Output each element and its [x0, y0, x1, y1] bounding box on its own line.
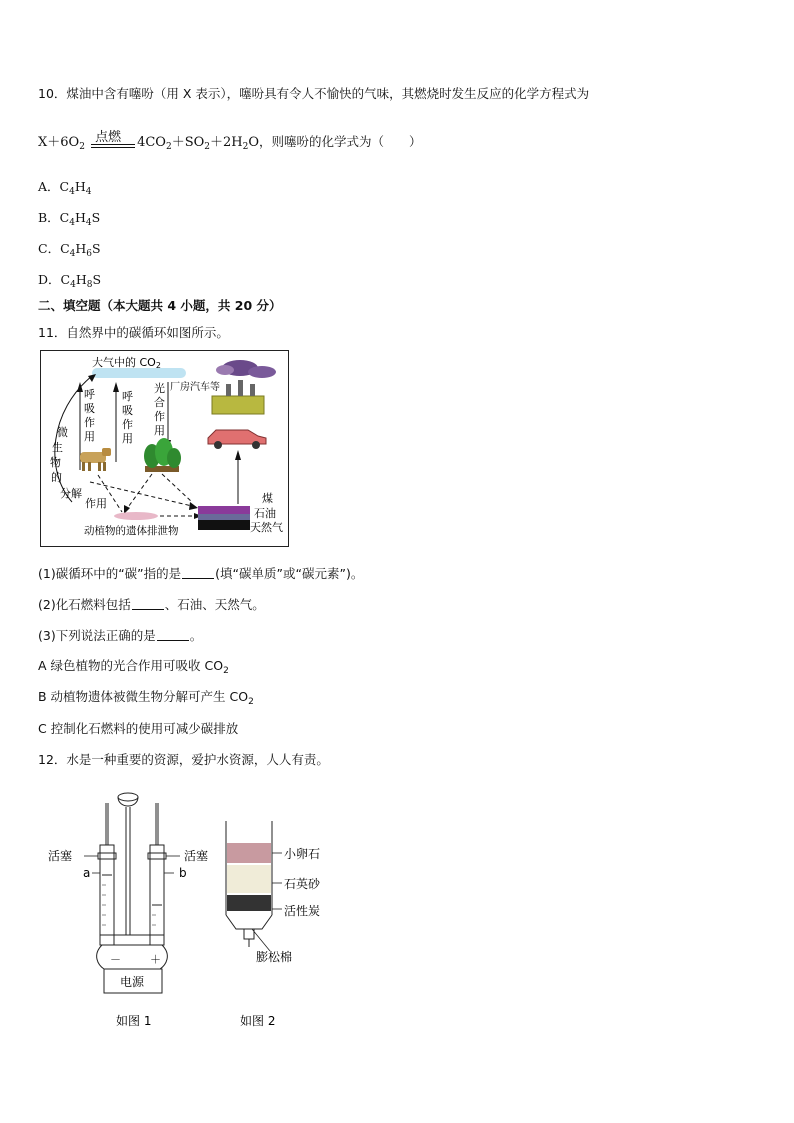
stopcock-right-label: 活塞	[184, 849, 209, 863]
q11-option-c[interactable]: C 控制化石燃料的使用可减少碳排放	[38, 721, 239, 736]
electrolysis-filter-figures	[40, 785, 340, 1035]
q11-part1: (1)碳循环中的“碳”指的是 (填“碳单质”或“碳元素”)。	[38, 566, 364, 581]
carbon-layer	[227, 895, 271, 911]
q11-part2: (2)化石燃料包括 、石油、天然气。	[38, 597, 265, 612]
factory-label: 厂房汽车等	[170, 382, 220, 393]
decomp2-label: 作用	[85, 497, 107, 510]
remains-icon	[114, 512, 158, 520]
atm-label: 大气中的 CO2	[92, 356, 161, 370]
photosynthesis-label: 光合作用	[154, 382, 165, 437]
pebble-layer	[227, 843, 271, 863]
gas-label: 天然气	[250, 521, 283, 534]
microbe-label: 微生物的	[50, 426, 68, 484]
water-filter-apparatus	[226, 821, 272, 947]
eq-x: X	[38, 135, 48, 150]
decomp-label: 分解	[60, 487, 82, 500]
q11-option-b[interactable]: B 动植物遗体被微生物分解可产生 $CO_2$	[38, 689, 254, 707]
q12-stem: 12．水是一种重要的资源，爱护水资源，人人有责。	[38, 752, 329, 767]
coal-label: 煤	[262, 492, 273, 505]
fig1-caption: 如图 1	[116, 1014, 152, 1028]
answer-blank-2[interactable]	[132, 598, 164, 610]
answer-blank-3[interactable]	[157, 629, 189, 641]
q10-option-d[interactable]: D．$C_4H_8S$	[38, 272, 102, 290]
oil-label: 石油	[254, 507, 276, 520]
carbon-cycle-diagram	[40, 350, 292, 548]
minus-label: －	[110, 953, 121, 966]
sand-label: 石英砂	[284, 877, 321, 891]
fig2-caption: 如图 2	[240, 1014, 276, 1028]
section-title: 二、填空题（本大题共 4 小题，共 20 分）	[38, 298, 282, 313]
stopcock-left-label: 活塞	[48, 849, 73, 863]
respire-label-1: 呼吸作用	[84, 388, 95, 443]
q10-option-b[interactable]: B．$C_4H_4S$	[38, 210, 101, 228]
q11-stem: 11．自然界中的碳循环如图所示。	[38, 325, 229, 340]
eq-condition: 点燃	[95, 130, 122, 145]
eq-o2: ＋6O	[47, 135, 80, 150]
atmosphere-cloud	[92, 368, 186, 378]
remains-label: 动植物的遗体排泄物	[84, 525, 179, 537]
q10-equation: $X+6O_2$ 点燃 $4CO_2+SO_2+2H_2O$，则噻吩的化学式为（ ）	[38, 131, 422, 150]
answer-blank-1[interactable]	[182, 567, 214, 579]
sand-layer	[227, 865, 271, 893]
plus-label: ＋	[150, 953, 161, 966]
q11-part3: (3)下列说法正确的是 。	[38, 628, 203, 643]
q11-option-a[interactable]: A 绿色植物的光合作用可吸收 $CO_2$	[38, 658, 229, 676]
power-label: 电源	[120, 975, 145, 989]
q10-stem: 10．煤油中含有噻吩（用 X 表示），噻吩具有令人不愉快的气味，其燃烧时发生反应的化学方程式为	[38, 86, 590, 101]
tube-a-label: a	[83, 866, 91, 880]
coal-layer	[198, 506, 250, 514]
carbon-label: 活性炭	[284, 904, 321, 918]
electrolysis-apparatus	[98, 793, 166, 945]
q10-option-c[interactable]: C．$C_4H_6S$	[38, 241, 101, 259]
q10-option-a[interactable]: A．$C_4H_4$	[38, 179, 92, 197]
oil-layer	[198, 514, 250, 520]
tube-b-label: b	[179, 866, 187, 880]
cotton-label: 膨松棉	[256, 950, 293, 964]
gas-layer	[198, 520, 250, 530]
pebble-label: 小卵石	[284, 847, 321, 861]
respire-label-2: 呼吸作用	[122, 390, 133, 445]
eq-tail: ，则噻吩的化学式为（ ）	[259, 134, 422, 149]
